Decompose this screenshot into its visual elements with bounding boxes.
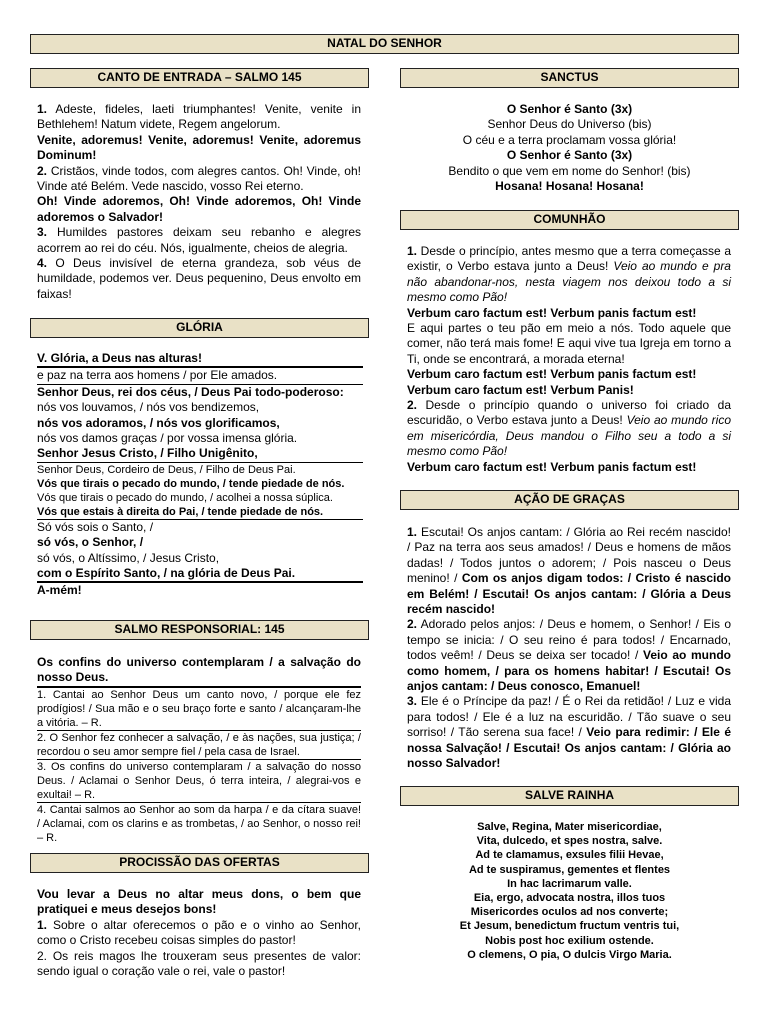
salve-line: Ad te suspiramus, gementes et flentes	[468, 863, 671, 876]
page-title: NATAL DO SENHOR	[30, 34, 739, 54]
entrada-section	[37, 102, 361, 302]
gloria-line	[37, 446, 363, 461]
gloria-line-text: Senhor Deus, rei dos céus, / Deus Pai todo-poderoso:	[37, 384, 344, 399]
gloria-line-text: Senhor Jesus Cristo, / Filho Unigênito,	[37, 446, 258, 461]
gloria-line-text: Vós que tirais o pecado do mundo, / tende piedade de nós.	[37, 477, 345, 490]
ofertas-refrain	[37, 887, 361, 918]
ofertas-verse-2: 2. Os reis magos lhe trouxeram seus presentes de valor: sendo igual o coração vale o rei, vale o pastor!	[37, 948, 361, 979]
gloria-line	[37, 351, 363, 366]
salve-line: Et Jesum, benedictum fructum ventris tui,	[459, 920, 680, 933]
gloria-line: Senhor Deus, Cordeiro de Deus, / Filho de Deus Pai.	[37, 463, 296, 476]
salmo-stanza-2: 2. O Senhor fez conhecer a salvação, / e às nações, sua justiça; / recordou o seu amor sempre fiel / pela casa de Israel.	[37, 731, 361, 758]
salve-section	[400, 820, 739, 962]
verse-text: O Deus invisível de eterna grandeza, sob véus de humildade, podemos ver. Deus pequenino, Deus envolto em faixas!	[37, 256, 361, 301]
acao-section	[407, 525, 731, 772]
gloria-line: nós vos louvamos, / nós vos bendizemos,	[37, 400, 260, 415]
salmo-header: SALMO RESPONSORIAL: 145	[30, 620, 369, 640]
sanctus-line: Senhor Deus do Universo (bis)	[487, 117, 652, 132]
sanctus-line-text: O Senhor é Santo (3x)	[506, 148, 633, 163]
acao-verse-1	[407, 525, 731, 617]
verse-text: Desde o princípio, antes mesmo que a terra começasse a existir, o Verbo estava junto a Deus!	[407, 244, 731, 274]
verse-text: Cristãos, vinde todos, com alegres cantos. Oh! Vinde, oh! Vinde até Belém. Vede nascido, vosso Rei eterno.	[37, 163, 361, 194]
comunhao-header: COMUNHÃO	[400, 210, 739, 230]
gloria-line-text: Vós que estais à direita do Pai, / tende piedade de nós.	[37, 505, 324, 518]
salmo-stanza-3: 3. Os confins do universo contemplaram / a salvação do nosso Deus. / Aclamai o Senhor Deus, ó terra inteira, / alegrai-vos e exultai! – R.	[37, 760, 361, 801]
entrada-verse-2	[37, 164, 361, 195]
gloria-line: Só vós sois o Santo, /	[37, 519, 154, 534]
gloria-line: Vós que tirais o pecado do mundo, / acolhei a nossa súplica.	[37, 491, 333, 504]
ofertas-header: PROCISSÃO DAS OFERTAS	[30, 853, 369, 873]
sanctus-line	[400, 148, 739, 163]
refrain-text: Vou levar a Deus no altar meus dons, o bem que pratiquei e meus desejos bons!	[37, 887, 361, 917]
verse-text-bold: Veio para redimir: / Ele é nossa Salvação! / Escutai! Os anjos cantam: / Glória ao nosso Salvador!	[407, 725, 731, 771]
entrada-refrain-1	[37, 133, 361, 164]
comunhao-verse-1	[407, 244, 731, 306]
salve-line: Misericordes oculos ad nos converte;	[470, 906, 669, 919]
comunhao-refrain	[407, 306, 731, 321]
salve-line: Vita, dulcedo, et spes nostra, salve.	[476, 835, 663, 848]
sanctus-line	[400, 179, 739, 194]
ofertas-verse-1	[37, 918, 361, 949]
gloria-line-text: A-mém!	[37, 583, 82, 598]
verse-number: 1.	[37, 102, 48, 116]
sanctus-line: Bendito o que vem em nome do Senhor! (bis)	[448, 163, 691, 178]
comunhao-refrain	[407, 460, 731, 475]
gloria-line: só vós, o Altíssimo, / Jesus Cristo,	[37, 550, 220, 565]
salmo-section	[37, 655, 361, 845]
acao-verse-2	[407, 617, 731, 694]
gloria-line	[37, 535, 363, 550]
salmo-stanza-1: 1. Cantai ao Senhor Deus um canto novo, / porque ele fez prodígios! / Sua mão e o seu braço forte e santo / alcançaram-lhe a vitória. – R.	[37, 688, 361, 729]
verse-text-italic: Veio ao mundo rico em misericórdia, Deus mandou o Filho seu a todo a si mesmo como Pão!	[407, 413, 731, 459]
gloria-line-text: V. Glória, a Deus nas alturas!	[37, 351, 202, 365]
salve-line: Nobis post hoc exilium ostende.	[485, 934, 654, 947]
verse-number: 1.	[407, 244, 418, 258]
sanctus-line	[400, 102, 739, 117]
salve-line: Ad te clamamus, exsules filii Hevae,	[475, 849, 664, 862]
refrain-text: Oh! Vinde adoremos, Oh! Vinde adoremos, Oh! Vinde adoremos o Salvador!	[37, 194, 361, 224]
verse-text: Sobre o altar oferecemos o pão e o vinho ao Senhor, como o Cristo recebeu coisas simples do pastor!	[37, 917, 361, 948]
verse-number: 2.	[37, 163, 48, 178]
verse-text-italic: Veio ao mundo e pra não abandonar-nos, nesta viagem nos deixou todo a si mesmo como Pão!	[407, 259, 731, 305]
verse-text: Ele é o Príncipe da paz! / É o Rei da retidão! / Luz e vida para todos! / Ele é a luz na escuridão. / Tão suave o seu sorriso! / Tão serena sua face! /	[407, 694, 731, 740]
sanctus-header: SANCTUS	[400, 68, 739, 88]
comunhao-refrain	[407, 383, 731, 398]
acao-verse-3	[407, 694, 731, 771]
sanctus-line-text: O Senhor é Santo (3x)	[506, 102, 633, 116]
entrada-header: CANTO DE ENTRADA – SALMO 145	[30, 68, 369, 88]
comunhao-refrain	[407, 367, 731, 382]
verse-number: 4.	[37, 256, 48, 271]
refrain-text: Venite, adoremus! Venite, adoremus! Venite, adoremus Dominum!	[37, 132, 361, 163]
refrain-text: Os confins do universo contemplaram / a salvação do nosso Deus.	[37, 655, 361, 685]
entrada-verse-4	[37, 256, 361, 302]
verse-number: 2.	[407, 617, 418, 632]
verse-text: Adorado pelos anjos: / Deus e homem, o Senhor! / Eis o tempo se inicia: / O seu reino é para todos! / Encarnado, todos veêm! / Deus se deixa ser tocado! /	[407, 617, 731, 663]
acao-header: AÇÃO DE GRAÇAS	[400, 490, 739, 510]
gloria-line-text: com o Espírito Santo, / na glória de Deus Pai.	[37, 566, 296, 581]
ofertas-section	[37, 887, 361, 979]
refrain-text: Verbum caro factum est! Verbum panis factum est!	[407, 459, 697, 474]
verse-number: 1.	[407, 525, 418, 539]
salve-line: O clemens, O pia, O dulcis Virgo Maria.	[467, 948, 672, 961]
gloria-line: e paz na terra aos homens / por Ele amados.	[37, 368, 278, 383]
sanctus-line-text: Hosana! Hosana! Hosana!	[495, 179, 644, 194]
gloria-line: nós vos damos graças / por vossa imensa glória.	[37, 431, 298, 446]
entrada-refrain-2	[37, 194, 361, 225]
verse-text-bold: Com os anjos digam todos: / Cristo é nascido em Belém! / Escutai! Os anjos cantam: / Glória a Deus recém nascido!	[407, 571, 732, 617]
salve-header: SALVE RAINHA	[400, 786, 739, 806]
verse-text-bold: Veio ao mundo como homem, / para os homens habitar! / Escutai! Os anjos cantam: / Deus conosco, Emanuel!	[407, 648, 731, 694]
verse-number: 3.	[407, 694, 418, 709]
verse-number: 2.	[407, 398, 418, 413]
sanctus-line: O céu e a terra proclamam vossa glória!	[462, 132, 677, 147]
entrada-verse-1	[37, 102, 361, 133]
gloria-section	[37, 351, 363, 599]
gloria-line	[37, 477, 363, 491]
entrada-verse-3	[37, 225, 361, 256]
gloria-line	[37, 583, 363, 598]
refrain-text: Verbum caro factum est! Verbum panis factum est!	[407, 305, 697, 320]
verse-text: Desde o princípio quando o universo foi criado da escuridão, o Verbo estava junto a Deus!	[407, 398, 731, 428]
salve-line: In hac lacrimarum valle.	[507, 877, 632, 890]
gloria-line	[37, 505, 363, 519]
gloria-line	[37, 416, 363, 431]
gloria-line-text: nós vos adoramos, / nós vos glorificamos,	[37, 415, 280, 430]
verse-number: 1.	[37, 917, 48, 932]
gloria-line-text: só vós, o Senhor, /	[37, 535, 144, 550]
comunhao-verse-2	[407, 398, 731, 460]
verse-text: Escutai! Os anjos cantam: / Glória ao Rei recém nascido! / Paz na terra aos seus amados! / Deus e homens de mãos dadas! / Todos juntos o adorem; / Pois nasceu o Deus menino! /	[407, 525, 731, 586]
verse-text: Humildes pastores deixam seu rebanho e alegres acorrem ao rei do céu. Nós, igualmente, cheios de alegria.	[37, 225, 361, 255]
salve-line: Salve, Regina, Mater misericordiae,	[477, 821, 662, 833]
refrain-text: Verbum caro factum est! Verbum panis factum est!	[407, 367, 697, 382]
verse-number: 3.	[37, 225, 48, 240]
comunhao-text: E aqui partes o teu pão em meio a nós. Todo aquele que comer, não terá mais fome! E aqui vive tua Igreja em torno a Ti, onde se encontrará, a morada eterna!	[407, 321, 731, 366]
refrain-text: Verbum caro factum est! Verbum Panis!	[407, 382, 634, 397]
sanctus-section	[400, 102, 739, 194]
gloria-header: GLÓRIA	[30, 318, 369, 338]
salmo-refrain	[37, 655, 361, 686]
verse-text: Adeste, fideles, laeti triumphantes! Venite, venite in Bethlehem! Natum videte, Regem angelorum.	[37, 102, 361, 132]
salmo-stanza-4: 4. Cantai salmos ao Senhor ao som da harpa / e da cítara suave! / Aclamai, com os clarins e as trombetas, / ao Senhor, o nosso rei! – R.	[37, 803, 361, 844]
gloria-line	[37, 385, 363, 400]
comunhao-section	[407, 244, 731, 475]
salve-line: Eia, ergo, advocata nostra, illos tuos	[473, 892, 666, 905]
gloria-line	[37, 566, 363, 581]
